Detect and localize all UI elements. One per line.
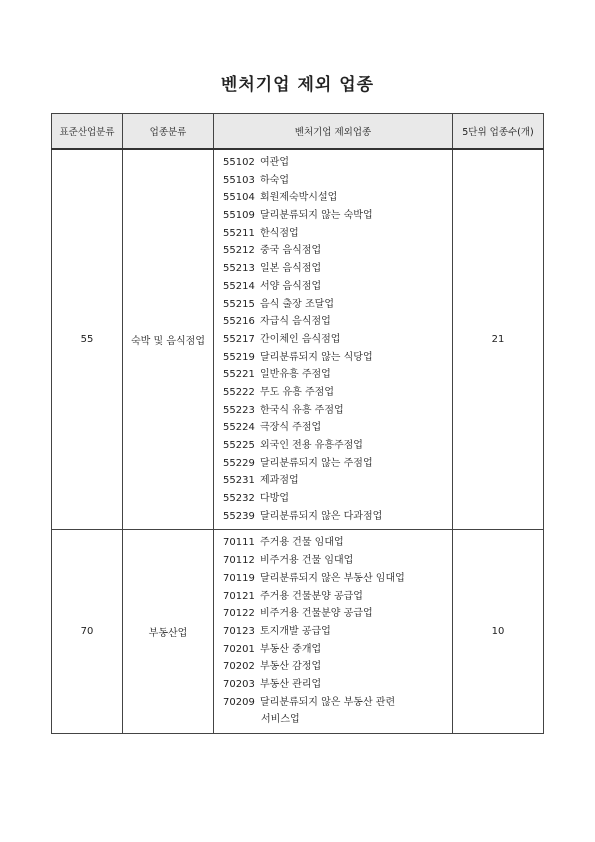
item-code: 55221 [223, 369, 255, 381]
item-code: 55213 [223, 263, 255, 275]
item-code: 55104 [223, 192, 255, 204]
item-code: 55223 [223, 404, 255, 416]
item-name: 토지개발 공급업 [260, 625, 331, 637]
item-name: 달리분류되지 않는 숙박업 [260, 210, 373, 222]
list-item [223, 225, 452, 243]
item-code: 55239 [223, 510, 255, 522]
list-item [223, 242, 452, 260]
item-name: 일본 음식점업 [260, 263, 322, 275]
list-item [223, 508, 452, 526]
item-name: 중국 음식점업 [260, 245, 322, 257]
list-item [223, 570, 452, 588]
table-row [52, 149, 544, 530]
group-count: 10 [453, 530, 544, 734]
group-count: 21 [453, 149, 544, 530]
list-item [223, 472, 452, 490]
item-name: 달리분류되지 않은 다과점업 [260, 510, 383, 522]
item-code: 70111 [223, 537, 255, 549]
list-item [223, 437, 452, 455]
list-item [223, 552, 452, 570]
item-code: 70119 [223, 572, 255, 584]
list-item [223, 605, 452, 623]
list-item [223, 676, 452, 694]
item-name: 회원제숙박시설업 [260, 192, 338, 204]
group-category: 부동산업 [123, 530, 214, 734]
list-item [223, 641, 452, 659]
list-item [223, 278, 452, 296]
group-category: 숙박 및 음식점업 [123, 149, 214, 530]
item-code: 70201 [223, 643, 255, 655]
header-category: 업종분류 [123, 114, 214, 150]
list-item [223, 384, 452, 402]
list-item [223, 260, 452, 278]
list-item [223, 534, 452, 552]
item-name: 부동산 감정업 [260, 661, 322, 673]
item-code: 55212 [223, 245, 255, 257]
item-code: 55216 [223, 316, 255, 328]
item-code: 70112 [223, 555, 255, 567]
item-name: 달리분류되지 않은 부동산 임대업 [260, 572, 405, 584]
list-item [223, 455, 452, 473]
list-item-continuation: 서비스업 [261, 714, 300, 726]
item-name: 다방업 [260, 493, 289, 505]
item-name: 외국인 전용 유흥주점업 [260, 440, 363, 451]
list-item [223, 296, 452, 314]
list-item [223, 694, 452, 712]
item-name: 부동산 중개업 [260, 643, 322, 655]
item-code: 55224 [223, 422, 255, 434]
item-code: 70123 [223, 625, 255, 637]
item-name: 무도 유흥 주점업 [260, 386, 334, 398]
item-name: 간이체인 음식점업 [260, 333, 341, 345]
page-title: 벤처기업 제외 업종 [220, 75, 375, 95]
group-code: 55 [52, 149, 123, 530]
list-item [223, 172, 452, 190]
item-name: 극장식 주점업 [260, 422, 322, 434]
list-item [223, 658, 452, 676]
item-code: 70122 [223, 608, 255, 620]
item-name: 부동산 관리업 [260, 678, 322, 690]
item-code: 55232 [223, 493, 255, 505]
group-items [214, 149, 453, 530]
list-item [223, 154, 452, 172]
list-item [223, 331, 452, 349]
list-item [223, 623, 452, 641]
item-name: 서양 음식점업 [260, 280, 322, 292]
item-code: 70209 [223, 696, 255, 708]
item-code: 55214 [223, 280, 255, 292]
table-row [52, 530, 544, 734]
list-item [223, 189, 452, 207]
item-name: 달리분류되지 않는 주점업 [260, 457, 373, 469]
item-name: 주거용 건물분양 공급업 [260, 590, 363, 602]
item-code: 70202 [223, 661, 255, 673]
list-item [223, 366, 452, 384]
item-code: 55231 [223, 475, 255, 487]
item-name: 자급식 음식점업 [260, 316, 331, 328]
list-item [223, 419, 452, 437]
item-name: 달리분류되지 않은 부동산 관련 [260, 696, 396, 708]
item-name: 주거용 건물 임대업 [260, 537, 344, 549]
item-code: 55219 [223, 351, 255, 363]
item-code: 55211 [223, 227, 255, 239]
list-item [223, 313, 452, 331]
item-code: 70121 [223, 590, 255, 602]
item-code: 55229 [223, 457, 255, 469]
list-item [223, 349, 452, 367]
item-code: 55103 [223, 174, 255, 186]
list-item [223, 207, 452, 225]
item-name: 한국식 유흥 주점업 [260, 404, 344, 416]
item-code: 55225 [223, 440, 255, 451]
item-name: 비주거용 건물분양 공급업 [260, 608, 373, 620]
header-standard-classification: 표준산업분류 [52, 114, 123, 150]
item-name: 음식 출장 조달업 [260, 298, 334, 310]
item-name: 달리분류되지 않는 식당업 [260, 351, 373, 363]
item-code: 55217 [223, 333, 255, 345]
list-item [223, 490, 452, 508]
item-code: 70203 [223, 678, 255, 690]
item-name: 비주거용 건물 임대업 [260, 555, 354, 567]
group-code: 70 [52, 530, 123, 734]
item-code: 55102 [223, 157, 255, 168]
item-name: 제과점업 [260, 475, 299, 487]
item-code: 55222 [223, 386, 255, 398]
group-items [214, 530, 453, 734]
item-name: 일반유흥 주점업 [260, 369, 331, 381]
item-name: 한식점업 [260, 227, 299, 239]
item-code: 55109 [223, 210, 255, 222]
header-industry-count: 5단위 업종수(개) [453, 114, 544, 150]
item-name: 여관업 [260, 157, 289, 168]
item-code: 55215 [223, 298, 255, 310]
header-excluded-industries: 벤처기업 제외업종 [214, 114, 453, 150]
industry-table [51, 113, 544, 734]
item-name: 하숙업 [260, 174, 289, 186]
list-item [223, 588, 452, 606]
table-header-row [52, 114, 544, 150]
list-item [223, 402, 452, 420]
